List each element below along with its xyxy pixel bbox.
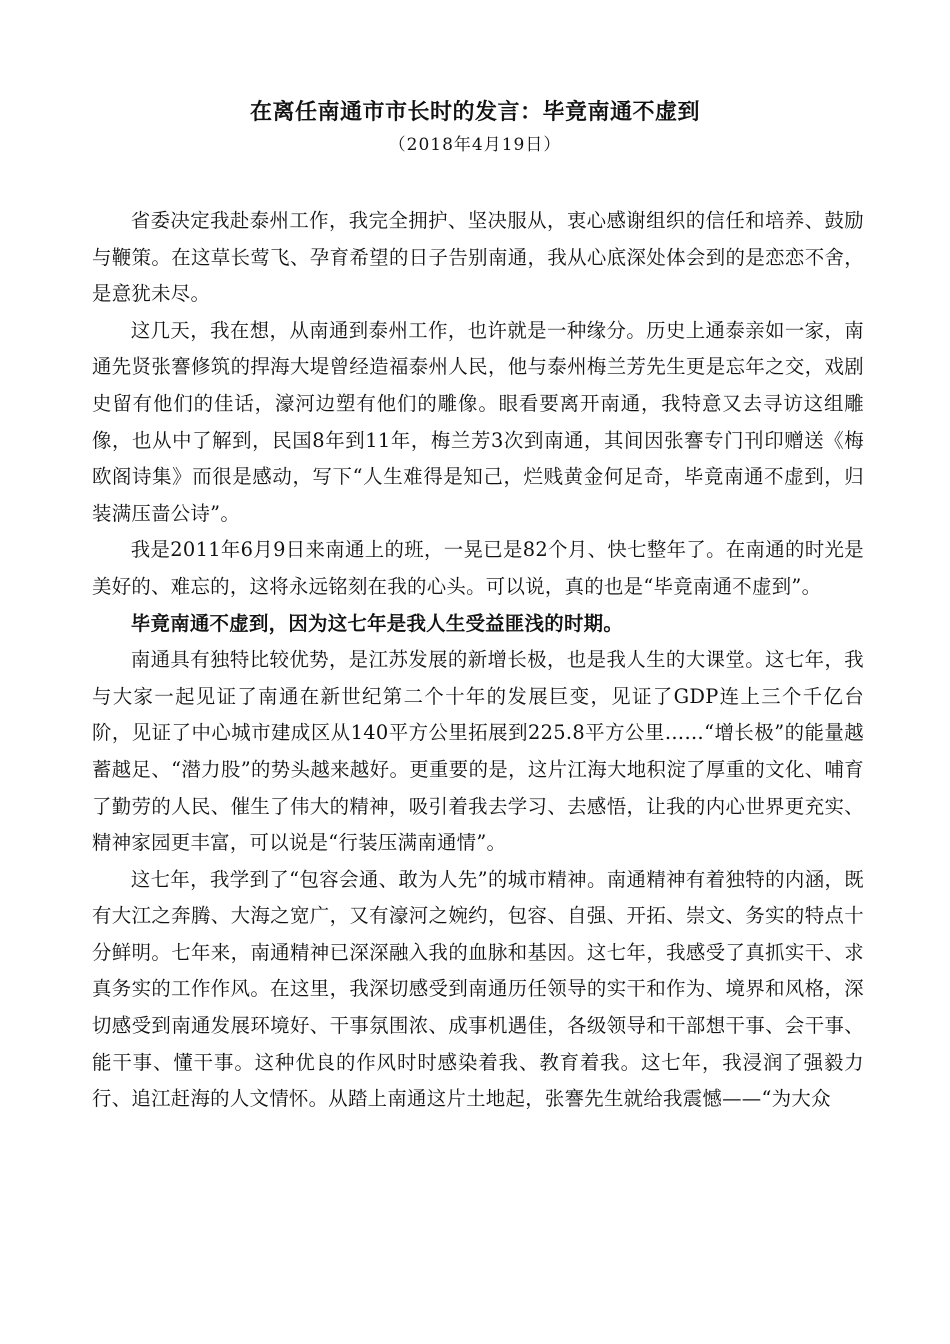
paragraph-3: 我是2011年6月9日来南通上的班，一晃已是82个月、快七整年了。在南通的时光是美好的、难忘的，这将永远铭刻在我的心头。可以说，真的也是“毕竟南通不虚到”。: [92, 538, 864, 598]
document-body: [92, 203, 864, 1118]
document-title: 在离任南通市市长时的发言：毕竟南通不虚到: [249, 99, 700, 125]
paragraph-5: 这七年，我学到了“包容会通、敢为人先”的城市精神。南通精神有着独特的内涵，既有大江之奔腾、大海之宽广，又有濠河之婉约，包容、自强、开拓、崇文、务实的特点十分鲜明。七年来，南通精神已深深融入我的血脉和基因。这七年，我感受了真抓实干、求真务实的工作作风。在这里，我深切感受到南通历任领导的实干和作为、境界和风格，深切感受到南通发展环境好、干事氛围浓、成事机遇佳，各级领导和干部想干事、会干事、能干事、懂干事。这种优良的作风时时感染着我、教育着我。这七年，我浸润了强毅力行、追江赶海的人文情怀。从踏上南通这片土地起，张謇先生就给我震憾——“为大众: [92, 867, 864, 1111]
paragraph-4: 南通具有独特比较优势，是江苏发展的新增长极，也是我人生的大课堂。这七年，我与大家一起见证了南通在新世纪第二个十年的发展巨变，见证了GDP连上三个千亿台阶，见证了中心城市建成区从140平方公里拓展到225.8平方公里……“增长极”的能量越蓄越足、“潜力股”的势头越来越好。更重要的是，这片江海大地积淀了厚重的文化、哺育了勤劳的人民、催生了伟大的精神，吸引着我去学习、去感悟，让我的内心世界更充实、精神家园更丰富，可以说是“行装压满南通情”。: [92, 648, 864, 855]
section-heading: 毕竟南通不虚到，因为这七年是我人生受益匪浅的时期。: [130, 611, 624, 635]
paragraph-1: 省委决定我赴泰州工作，我完全拥护、坚决服从，衷心感谢组织的信任和培养、鼓励与鞭策。在这草长莺飞、孕育希望的日子告别南通，我从心底深处体会到的是恋恋不舍，是意犹未尽。: [92, 209, 864, 306]
document-date: （2018年4月19日）: [388, 135, 562, 155]
paragraph-2: 这几天，我在想，从南通到泰州工作，也许就是一种缘分。历史上通泰亲如一家，南通先贤张謇修筑的捍海大堤曾经造福泰州人民，他与泰州梅兰芳先生更是忘年之交，戏剧史留有他们的佳话，濠河边塑有他们的雕像。眼看要离开南通，我特意又去寻访这组雕像，也从中了解到，民国8年到11年，梅兰芳3次到南通，其间因张謇专门刊印赠送《梅欧阁诗集》而很是感动，写下“人生难得是知己，烂贱黄金何足奇，毕竟南通不虚到，归装满压啬公诗”。: [92, 318, 864, 525]
